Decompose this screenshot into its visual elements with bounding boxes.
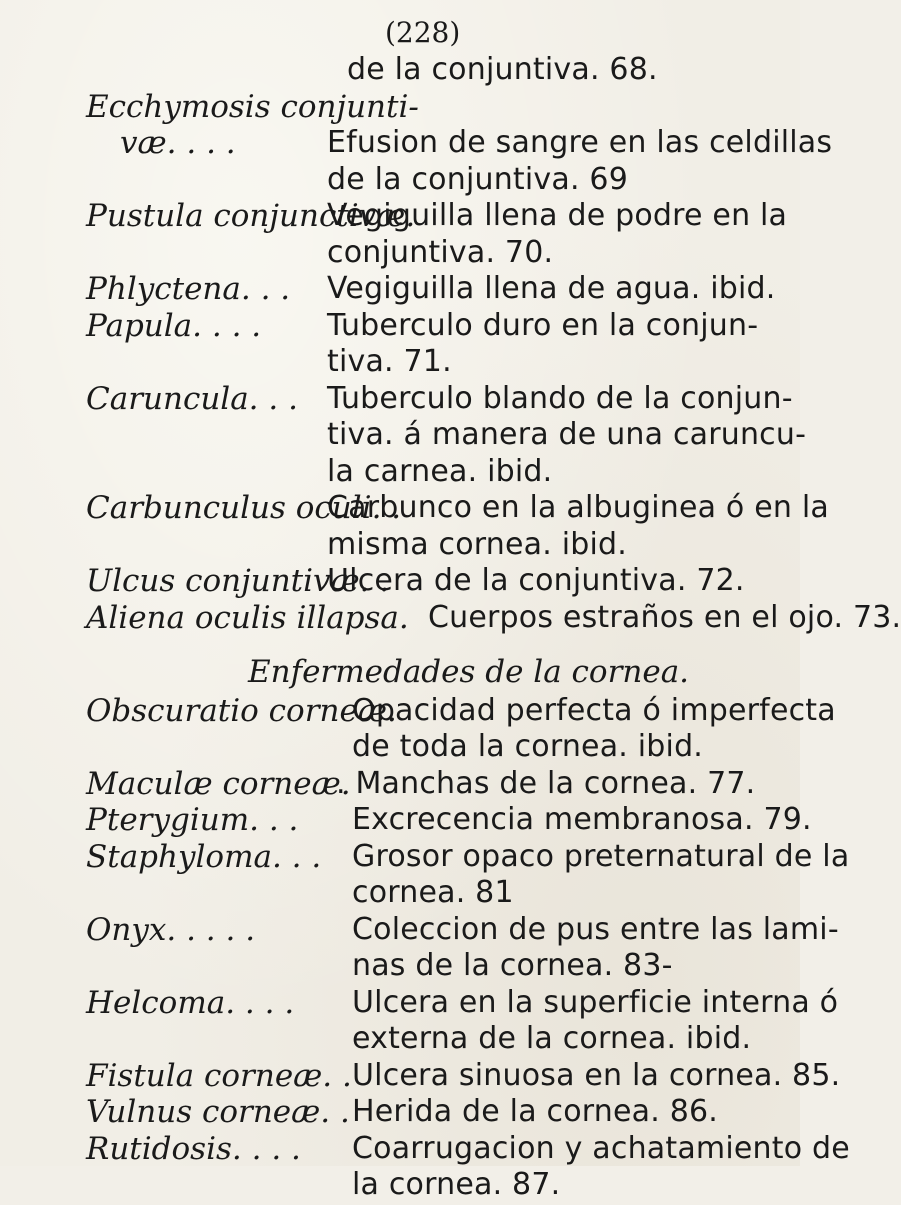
- definition-line: . Manchas de la cornea. 77.: [336, 765, 756, 801]
- definition-line: misma cornea. ibid.: [327, 526, 628, 562]
- definition-line: de toda la cornea. ibid.: [352, 729, 704, 764]
- term-pterygium: Pterygium. . .: [86, 802, 299, 838]
- definition-line: conjuntiva. 70.: [327, 234, 554, 270]
- definition-line: Carbunco en la albuginea ó en la: [327, 490, 829, 525]
- term-vulnus: Vulnus corneæ. .: [86, 1094, 350, 1130]
- definition-line: tiva. 71.: [327, 344, 452, 379]
- term-fistula: Fistula corneæ. .: [86, 1057, 352, 1094]
- definition-line: cornea. 81: [352, 875, 514, 910]
- definition-line: Vegiguilla llena de agua. ibid.: [327, 271, 776, 306]
- definition-line: Efusion de sangre en las celdillas: [327, 125, 833, 160]
- definition-line: Excrecencia membranosa. 79.: [352, 802, 812, 837]
- definition-line: Herida de la cornea. 86.: [352, 1094, 719, 1129]
- definition-line: Tuberculo blando de la conjun-: [327, 380, 793, 416]
- definition-line: Ulcera de la conjuntiva. 72.: [327, 563, 745, 598]
- definition-line: Cuerpos estraños en el ojo. 73.: [428, 599, 901, 635]
- term-maculae: Maculæ corneæ.: [86, 765, 351, 802]
- term-onyx: Onyx. . . . .: [86, 911, 256, 948]
- definition-line: Coleccion de pus entre las lami-: [352, 911, 839, 947]
- definition-line: Ulcera sinuosa en la cornea. 85.: [352, 1057, 841, 1093]
- term-carbunculus: Carbunculus oculi. .: [86, 490, 402, 526]
- definition-line: Vegiguilla llena de podre en la: [327, 198, 788, 233]
- definition-line: Opacidad perfecta ó imperfecta: [352, 692, 836, 728]
- definition-line: la cornea. 87.: [352, 1167, 561, 1202]
- term-phlyctena: Phlyctena. . .: [86, 271, 291, 307]
- definition-line: la carnea. ibid.: [327, 453, 553, 489]
- definition-line: nas de la cornea. 83-: [352, 948, 673, 983]
- term-helcoma: Helcoma. . . .: [86, 984, 295, 1021]
- term-aliena: Aliena oculis illapsa.: [86, 599, 409, 636]
- term-ecchymosis-cont: væ. . . .: [120, 125, 236, 161]
- term-obscuratio: Obscuratio corneæ.: [86, 692, 397, 729]
- term-papula: Papula. . . .: [86, 307, 262, 344]
- continuation-line: de la conjuntiva. 68.: [347, 52, 658, 87]
- section-heading: Enfermedades de la cornea.: [248, 654, 690, 690]
- definition-line: de la conjuntiva. 69: [327, 161, 628, 197]
- term-pustula: Pustula conjunctivæ.: [86, 198, 416, 234]
- definition-line: tiva. á manera de una caruncu-: [327, 417, 807, 452]
- term-ulcus: Ulcus conjuntivæ. .: [86, 563, 390, 599]
- page-number: (228): [385, 16, 461, 49]
- definition-line: externa de la cornea. ibid.: [352, 1021, 752, 1056]
- term-rutidosis: Rutidosis. . . .: [86, 1130, 301, 1167]
- definition-line: Tuberculo duro en la conjun-: [327, 307, 759, 343]
- definition-line: Coarrugacion y achatamiento de: [352, 1130, 850, 1166]
- term-ecchymosis: Ecchymosis conjunti-: [86, 88, 419, 125]
- definition-line: Ulcera en la superficie interna ó: [352, 984, 839, 1020]
- definition-line: Grosor opaco preternatural de la: [352, 838, 850, 874]
- term-caruncula: Caruncula. . .: [86, 380, 298, 417]
- term-staphyloma: Staphyloma. . .: [86, 838, 322, 875]
